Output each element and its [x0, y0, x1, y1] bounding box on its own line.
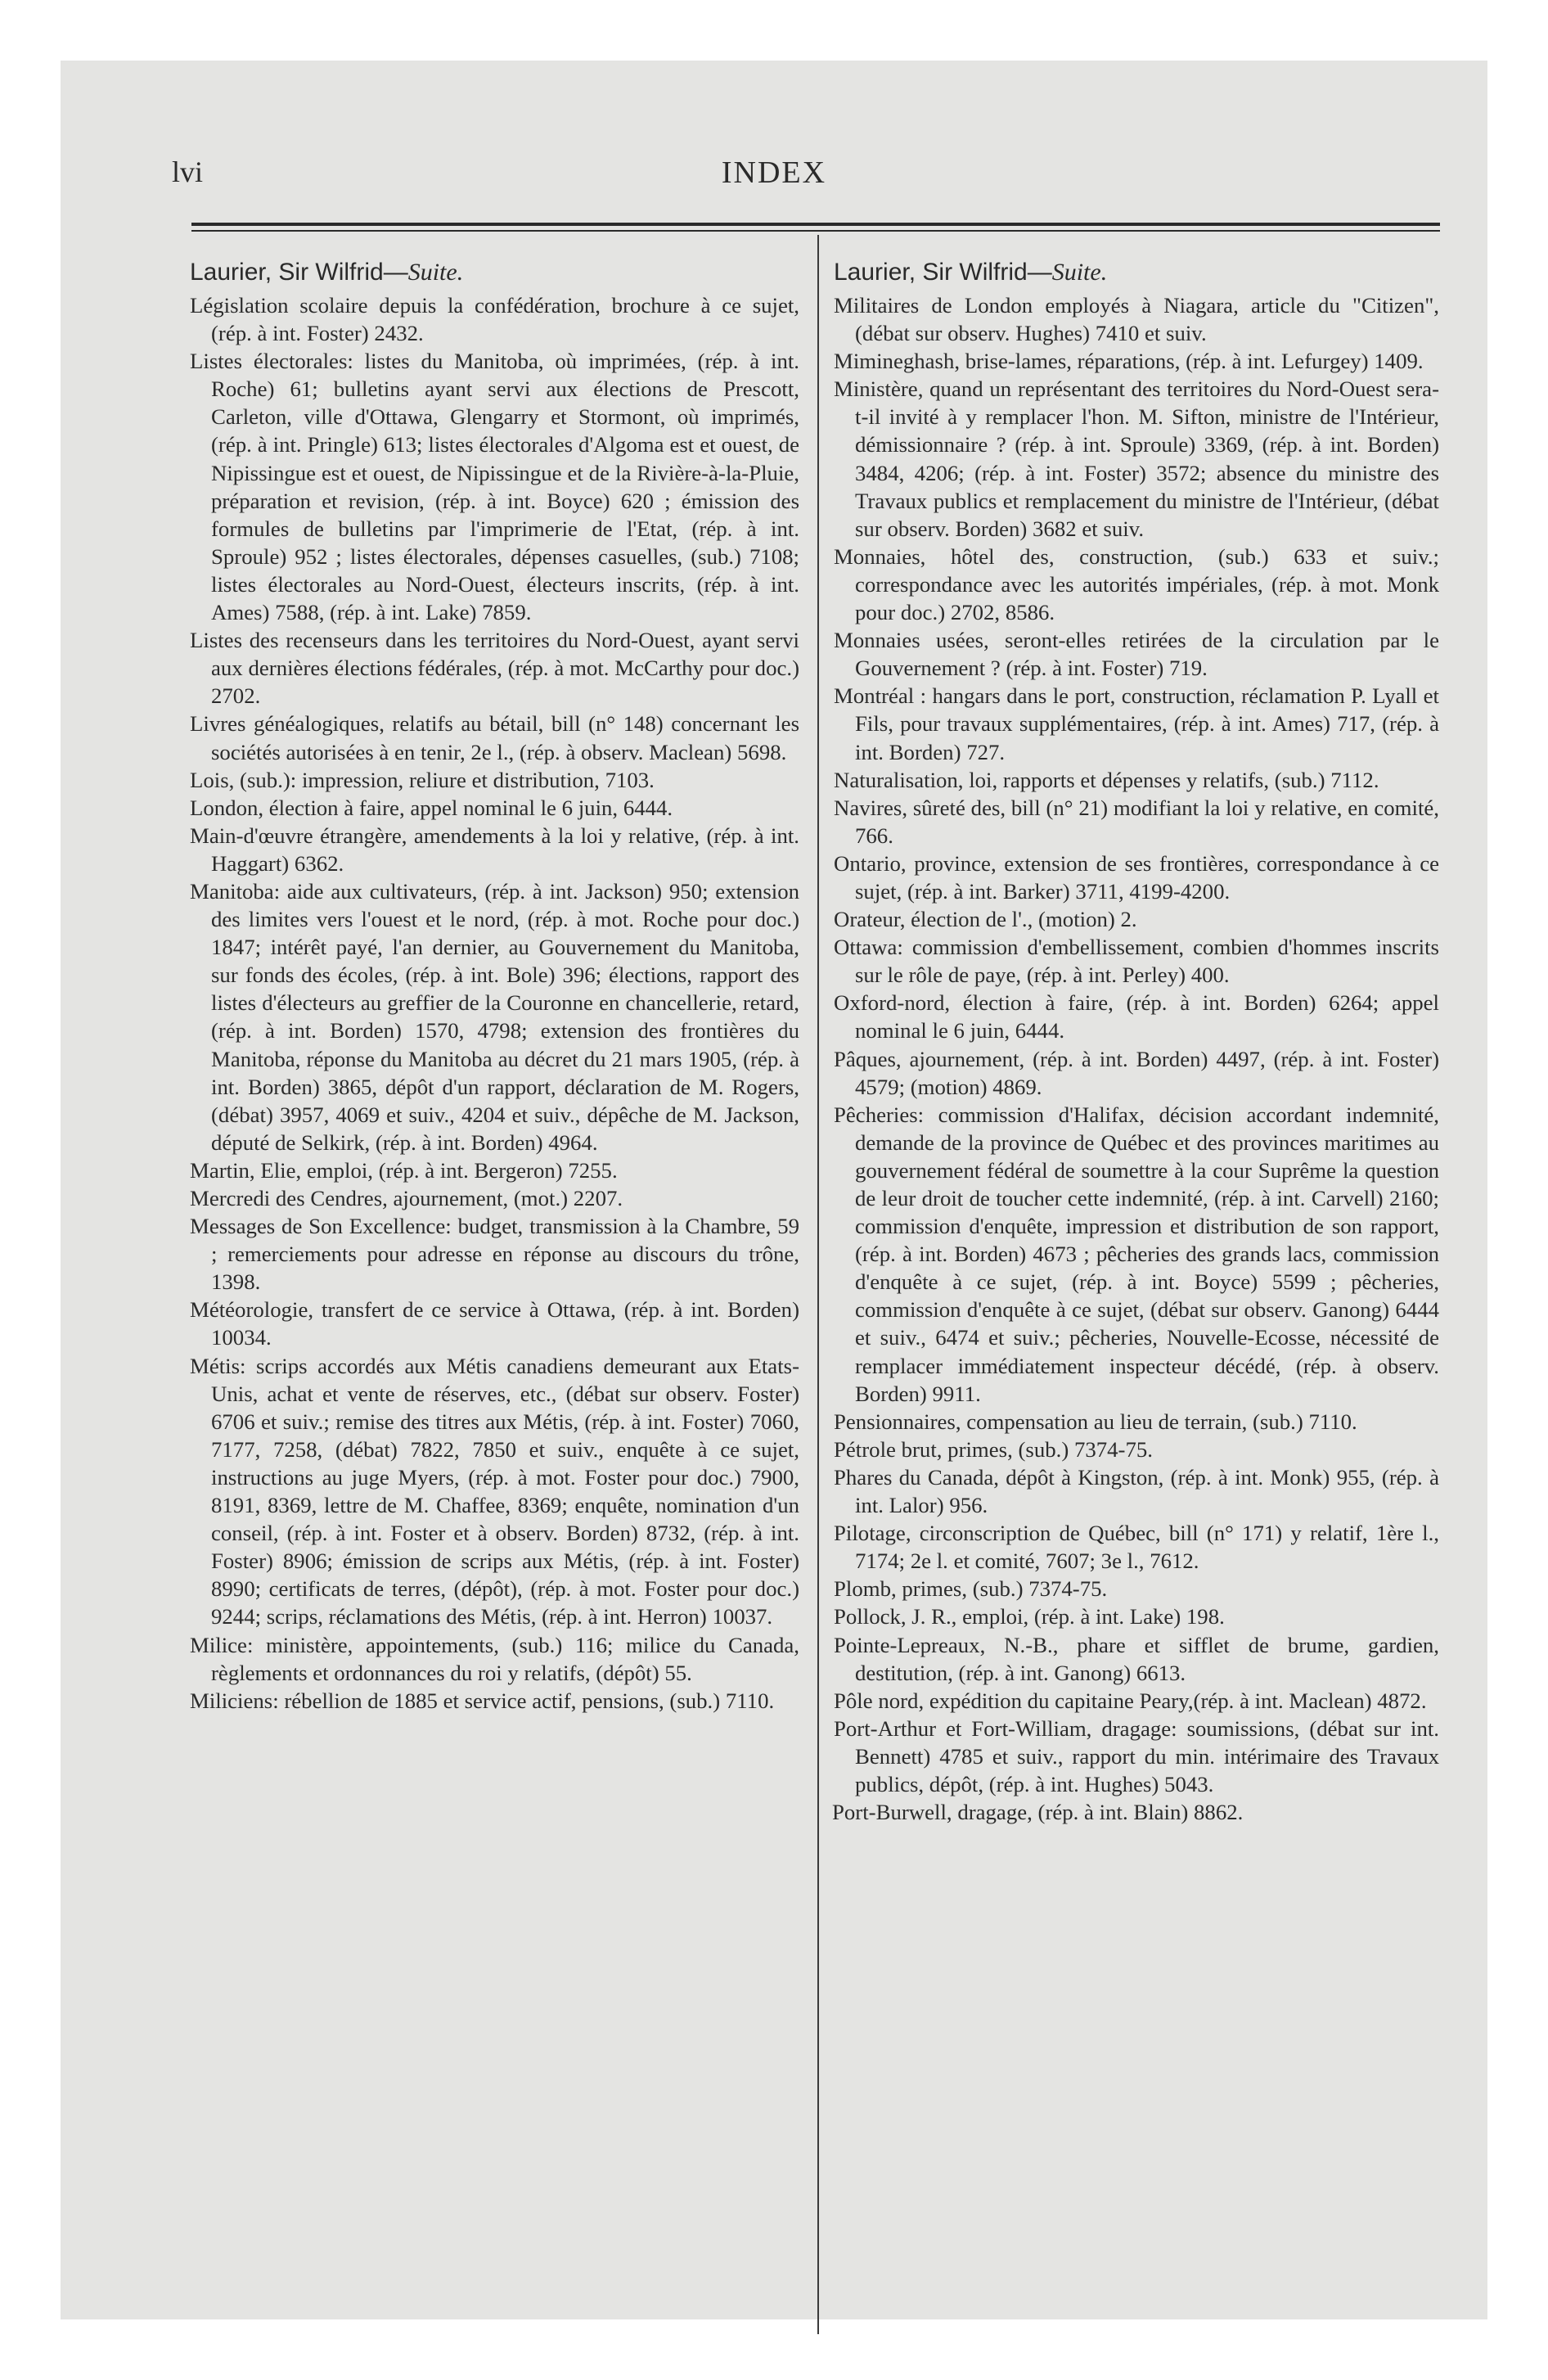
index-entry: Livres généalogiques, relatifs au bétail, bill (n° 148) concernant les sociétés autorisées à en tenir, 2e l., (rép. à observ. Maclean) 5698. — [190, 711, 799, 764]
index-entry: Navires, sûreté des, bill (n° 21) modifiant la loi y relative, en comité, 766. — [834, 795, 1439, 848]
index-entry: Monnaies, hôtel des, construction, (sub.) 633 et suiv.; correspondance avec les autorités impériales, (rép. à mot. Monk pour doc.) 2702, 8586. — [834, 543, 1439, 625]
index-entry: Météorologie, transfert de ce service à Ottawa, (rép. à int. Borden) 10034. — [190, 1297, 799, 1350]
index-entry: Mimineghash, brise-lames, réparations, (rép. à int. Lefurgey) 1409. — [834, 349, 1424, 374]
index-entry: Ontario, province, extension de ses frontières, correspondance à ce sujet, (rép. à int. Barker) 3711, 4199-4200. — [834, 850, 1439, 904]
index-entry: Martin, Elie, emploi, (rép. à int. Bergeron) 7255. — [190, 1157, 618, 1183]
book-page — [61, 61, 1487, 2319]
index-entry: Phares du Canada, dépôt à Kingston, (rép. à int. Monk) 955, (rép. à int. Lalor) 956. — [834, 1464, 1439, 1518]
heading-name: Laurier, Sir Wilfrid— — [834, 259, 1052, 286]
index-entry: Milice: ministère, appointements, (sub.) 116; milice du Canada, règlements et ordonnances du roi y relatifs, (dépôt) 55. — [190, 1632, 799, 1685]
heading-suite: Suite. — [1051, 259, 1108, 286]
index-entry: Ottawa: commission d'embellissement, combien d'hommes inscrits sur le rôle de paye, (rép. à int. Perley) 400. — [834, 935, 1439, 988]
index-entry: Militaires de London employés à Niagara, article du "Citizen", (débat sur observ. Hughes) 7410 et suiv. — [834, 293, 1439, 346]
index-entry: Orateur, élection de l'., (motion) 2. — [834, 907, 1137, 932]
index-entry: London, élection à faire, appel nominal le 6 juin, 6444. — [190, 795, 673, 820]
column-heading — [190, 257, 799, 288]
header-rule-thick — [191, 223, 1440, 226]
index-entry: Listes des recenseurs dans les territoires du Nord-Ouest, ayant servi aux dernières élections fédérales, (rép. à mot. McCarthy pour doc.) 2702. — [190, 628, 799, 709]
index-entry: Législation scolaire depuis la confédération, brochure à ce sujet, (rép. à int. Foster) 2432. — [190, 293, 799, 346]
index-entry: Monnaies usées, seront-elles retirées de la circulation par le Gouvernement ? (rép. à int. Foster) 719. — [834, 628, 1439, 681]
index-entry: Pensionnaires, compensation au lieu de terrain, (sub.) 7110. — [834, 1409, 1357, 1434]
index-entry: Pétrole brut, primes, (sub.) 7374-75. — [834, 1436, 1153, 1462]
index-entry: Manitoba: aide aux cultivateurs, (rép. à int. Jackson) 950; extension des limites vers l'ouest et le nord, (rép. à mot. Roche pour doc.) 1847; intérêt payé, l'an dernier, au Gouvernement du Manitoba, sur fonds des écoles, (rép. à int. Bole) 396; élections, rapport des listes d'électeurs au greffier de la Couronne en chancellerie, retard, (rép. à int. Borden) 1570, 4798; extension des frontières du Manitoba, réponse du Manitoba au décret du 21 mars 1905, (rép. à int. Borden) 3865, dépôt d'un rapport, déclaration de M. Rogers, (débat) 3957, 4069 et suiv., 4204 et suiv., dépêche de M. Jackson, député de Selkirk, (rép. à int. Borden) 4964. — [190, 878, 799, 1155]
index-entry: Pointe-Lepreaux, N.-B., phare et sifflet de brume, gardien, destitution, (rép. à int. Ganong) 6613. — [834, 1632, 1439, 1685]
index-entry: Métis: scrips accordés aux Métis canadiens demeurant aux Etats-Unis, achat et vente de réserves, etc., (débat sur observ. Foster) 6706 et suiv.; remise des titres aux Métis, (rép. à int. Foster) 7060, 7177, 7258, (débat) 7822, 7850 et suiv., enquête à ce sujet, instructions au juge Myers, (rép. à mot. Foster pour doc.) 7900, 8191, 8369, lettre de M. Chaffee, 8369; enquête, nomination d'un conseil, (rép. à int. Foster et à observ. Borden) 8732, (rép. à int. Foster) 8906; émission de scrips aux Métis, (rép. à int. Foster) 8990; certificats de terres, (dépôt), (rép. à mot. Foster pour doc.) 9244; scrips, réclamations des Métis, (rép. à int. Herron) 10037. — [190, 1353, 799, 1629]
index-entry: Lois, (sub.): impression, reliure et distribution, 7103. — [190, 767, 655, 792]
index-entry: Port-Arthur et Fort-William, dragage: soumissions, (débat sur int. Bennett) 4785 et suiv., rapport du min. intérimaire des Travaux publics, dépôt, (rép. à int. Hughes) 5043. — [834, 1715, 1439, 1796]
heading-name: Laurier, Sir Wilfrid— — [190, 259, 408, 286]
index-entry: Pollock, J. R., emploi, (rép. à int. Lake) 198. — [834, 1604, 1225, 1629]
index-entry: Ministère, quand un représentant des territoires du Nord-Ouest sera-t-il invité à y remplacer l'hon. M. Sifton, ministre de l'Intérieur, démissionnaire ? (rép. à int. Sproule) 3369, (rép. à int. Borden) 3484, 4206; (rép. à int. Foster) 3572; absence du ministre des Travaux publics et remplacement du ministre de l'Intérieur, (débat sur observ. Borden) 3682 et suiv. — [834, 376, 1439, 541]
index-entry: Pôle nord, expédition du capitaine Peary,(rép. à int. Maclean) 4872. — [834, 1688, 1427, 1713]
index-entry: Plomb, primes, (sub.) 7374-75. — [834, 1576, 1108, 1602]
index-entry: Miliciens: rébellion de 1885 et service actif, pensions, (sub.) 7110. — [190, 1688, 775, 1713]
page-number: lvi — [172, 156, 204, 188]
index-entry: Montréal : hangars dans le port, construction, réclamation P. Lyall et Fils, pour travaux supplémentaires, (rép. à int. Ames) 717, (rép. à int. Borden) 727. — [834, 683, 1439, 764]
index-entry: Pêcheries: commission d'Halifax, décision accordant indemnité, demande de la province de Québec et des provinces maritimes au gouvernement fédéral de soumettre à la cour Suprême la question de leur droit de toucher cette indemnité, (rép. à int. Carvell) 2160; commission d'enquête, impression et distribution de son rapport, (rép. à int. Borden) 4673 ; pêcheries des grands lacs, commission d'enquête à ce sujet, (rép. à int. Boyce) 5599 ; pêcheries, commission d'enquête à ce sujet, (débat sur observ. Ganong) 6444 et suiv., 6474 et suiv.; pêcheries, Nouvelle-Ecosse, nécessité de remplacer immédiatement inspecteur décédé, (rép. à observ. Borden) 9911. — [834, 1102, 1439, 1406]
header-rule-thin — [191, 230, 1440, 232]
index-entry: Pâques, ajournement, (rép. à int. Borden) 4497, (rép. à int. Foster) 4579; (motion) 4869. — [834, 1046, 1439, 1099]
index-entry: Main-d'œuvre étrangère, amendements à la loi y relative, (rép. à int. Haggart) 6362. — [190, 823, 799, 876]
index-entry: Oxford-nord, élection à faire, (rép. à int. Borden) 6264; appel nominal le 6 juin, 6444. — [834, 990, 1439, 1044]
index-entry: Listes électorales: listes du Manitoba, où imprimées, (rép. à int. Roche) 61; bulletins ayant servi aux élections de Prescott, Carleton, ville d'Ottawa, Glengarry et Stormont, où imprimés, (rép. à int. Pringle) 613; listes électorales d'Algoma est et ouest, de Nipissingue est et ouest, de Nipissingue et de la Rivière-à-la-Pluie, préparation et revision, (rép. à int. Boyce) 620 ; émission des formules de bulletins par l'imprimerie de l'Etat, (rép. à int. Sproule) 952 ; listes électorales, dépenses casuelles, (sub.) 7108; listes électorales au Nord-Ouest, électeurs inscrits, (rép. à int. Ames) 7588, (rép. à int. Lake) 7859. — [190, 349, 799, 625]
index-entry: Pilotage, circonscription de Québec, bill (n° 171) y relatif, 1ère l., 7174; 2e l. et comité, 7607; 3e l., 7612. — [834, 1521, 1439, 1574]
column-divider — [817, 235, 819, 2334]
page-title: INDEX — [721, 156, 827, 190]
left-column — [190, 257, 799, 1715]
index-entry: Mercredi des Cendres, ajournement, (mot.) 2207. — [190, 1186, 623, 1210]
index-entry: Messages de Son Excellence: budget, transmission à la Chambre, 59 ; remerciements pour adresse en réponse au discours du trône, 1398. — [190, 1214, 799, 1295]
column-heading — [834, 257, 1439, 288]
index-entry: Port-Burwell, dragage, (rép. à int. Blain) 8862. — [832, 1800, 1244, 1825]
right-column — [834, 257, 1439, 1826]
heading-suite: Suite. — [407, 259, 464, 286]
index-entry: Naturalisation, loi, rapports et dépenses y relatifs, (sub.) 7112. — [834, 767, 1379, 792]
